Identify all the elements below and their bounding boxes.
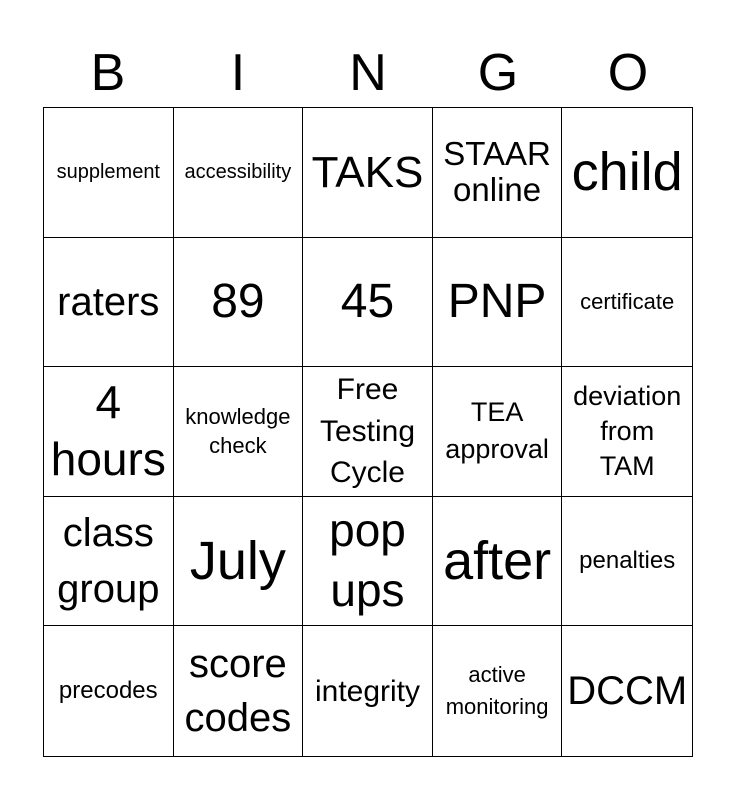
bingo-cell[interactable] bbox=[433, 497, 563, 627]
cell-text: STAAR online bbox=[443, 135, 551, 209]
bingo-cell[interactable] bbox=[303, 238, 433, 368]
bingo-cell[interactable] bbox=[44, 367, 174, 497]
cell-text: DCCM bbox=[567, 669, 688, 714]
bingo-cell[interactable] bbox=[174, 108, 304, 238]
bingo-cell[interactable] bbox=[44, 108, 174, 238]
bingo-cell[interactable] bbox=[303, 497, 433, 627]
cell-text: 4 hours bbox=[50, 375, 166, 486]
cell-text: Free Testing Cycle bbox=[319, 373, 416, 490]
cell-text: class group bbox=[57, 511, 160, 612]
cell-text: pop ups bbox=[329, 504, 406, 617]
bingo-cell[interactable] bbox=[562, 367, 692, 497]
cell-text: penalties bbox=[579, 546, 676, 574]
cell-text: supplement bbox=[56, 160, 160, 183]
bingo-cell[interactable] bbox=[433, 108, 563, 238]
cell-text: PNP bbox=[447, 275, 547, 329]
bingo-cell[interactable] bbox=[562, 626, 692, 756]
cell-text: deviation from TAM bbox=[573, 380, 682, 482]
cell-text: after bbox=[443, 530, 552, 591]
bingo-board bbox=[43, 107, 693, 757]
cell-text: raters bbox=[57, 279, 160, 324]
bingo-cell[interactable] bbox=[44, 238, 174, 368]
header-letter-o: O bbox=[607, 44, 649, 102]
bingo-cell[interactable] bbox=[174, 497, 304, 627]
bingo-cell[interactable] bbox=[303, 626, 433, 756]
cell-text: child bbox=[571, 141, 683, 202]
bingo-header bbox=[43, 38, 693, 108]
bingo-cell[interactable] bbox=[174, 367, 304, 497]
bingo-cell[interactable] bbox=[433, 238, 563, 368]
bingo-cell[interactable] bbox=[303, 108, 433, 238]
cell-text: active monitoring bbox=[445, 662, 549, 720]
header-letter-g: G bbox=[477, 44, 519, 102]
bingo-cell[interactable] bbox=[433, 367, 563, 497]
cell-text: TEA approval bbox=[445, 396, 549, 465]
cell-text: 45 bbox=[340, 275, 395, 329]
cell-text: July bbox=[189, 530, 286, 591]
cell-text: accessibility bbox=[184, 160, 292, 183]
header-letter-i: I bbox=[230, 44, 246, 102]
bingo-cell[interactable] bbox=[174, 626, 304, 756]
cell-text: score codes bbox=[184, 642, 292, 741]
cell-text: 89 bbox=[211, 275, 265, 329]
cell-text: integrity bbox=[314, 674, 421, 708]
header-letter-n: N bbox=[349, 44, 387, 102]
bingo-cell[interactable] bbox=[433, 626, 563, 756]
bingo-cell[interactable] bbox=[44, 497, 174, 627]
cell-text: TAKS bbox=[311, 147, 424, 197]
cell-text: certificate bbox=[580, 289, 675, 315]
bingo-cell[interactable] bbox=[44, 626, 174, 756]
cell-text: precodes bbox=[58, 676, 158, 704]
bingo-cell[interactable] bbox=[562, 497, 692, 627]
header-letter-b: B bbox=[90, 44, 126, 102]
bingo-cell[interactable] bbox=[562, 238, 692, 368]
bingo-cell[interactable] bbox=[303, 367, 433, 497]
bingo-cell[interactable] bbox=[174, 238, 304, 368]
cell-text: knowledge check bbox=[185, 403, 291, 459]
bingo-cell[interactable] bbox=[562, 108, 692, 238]
